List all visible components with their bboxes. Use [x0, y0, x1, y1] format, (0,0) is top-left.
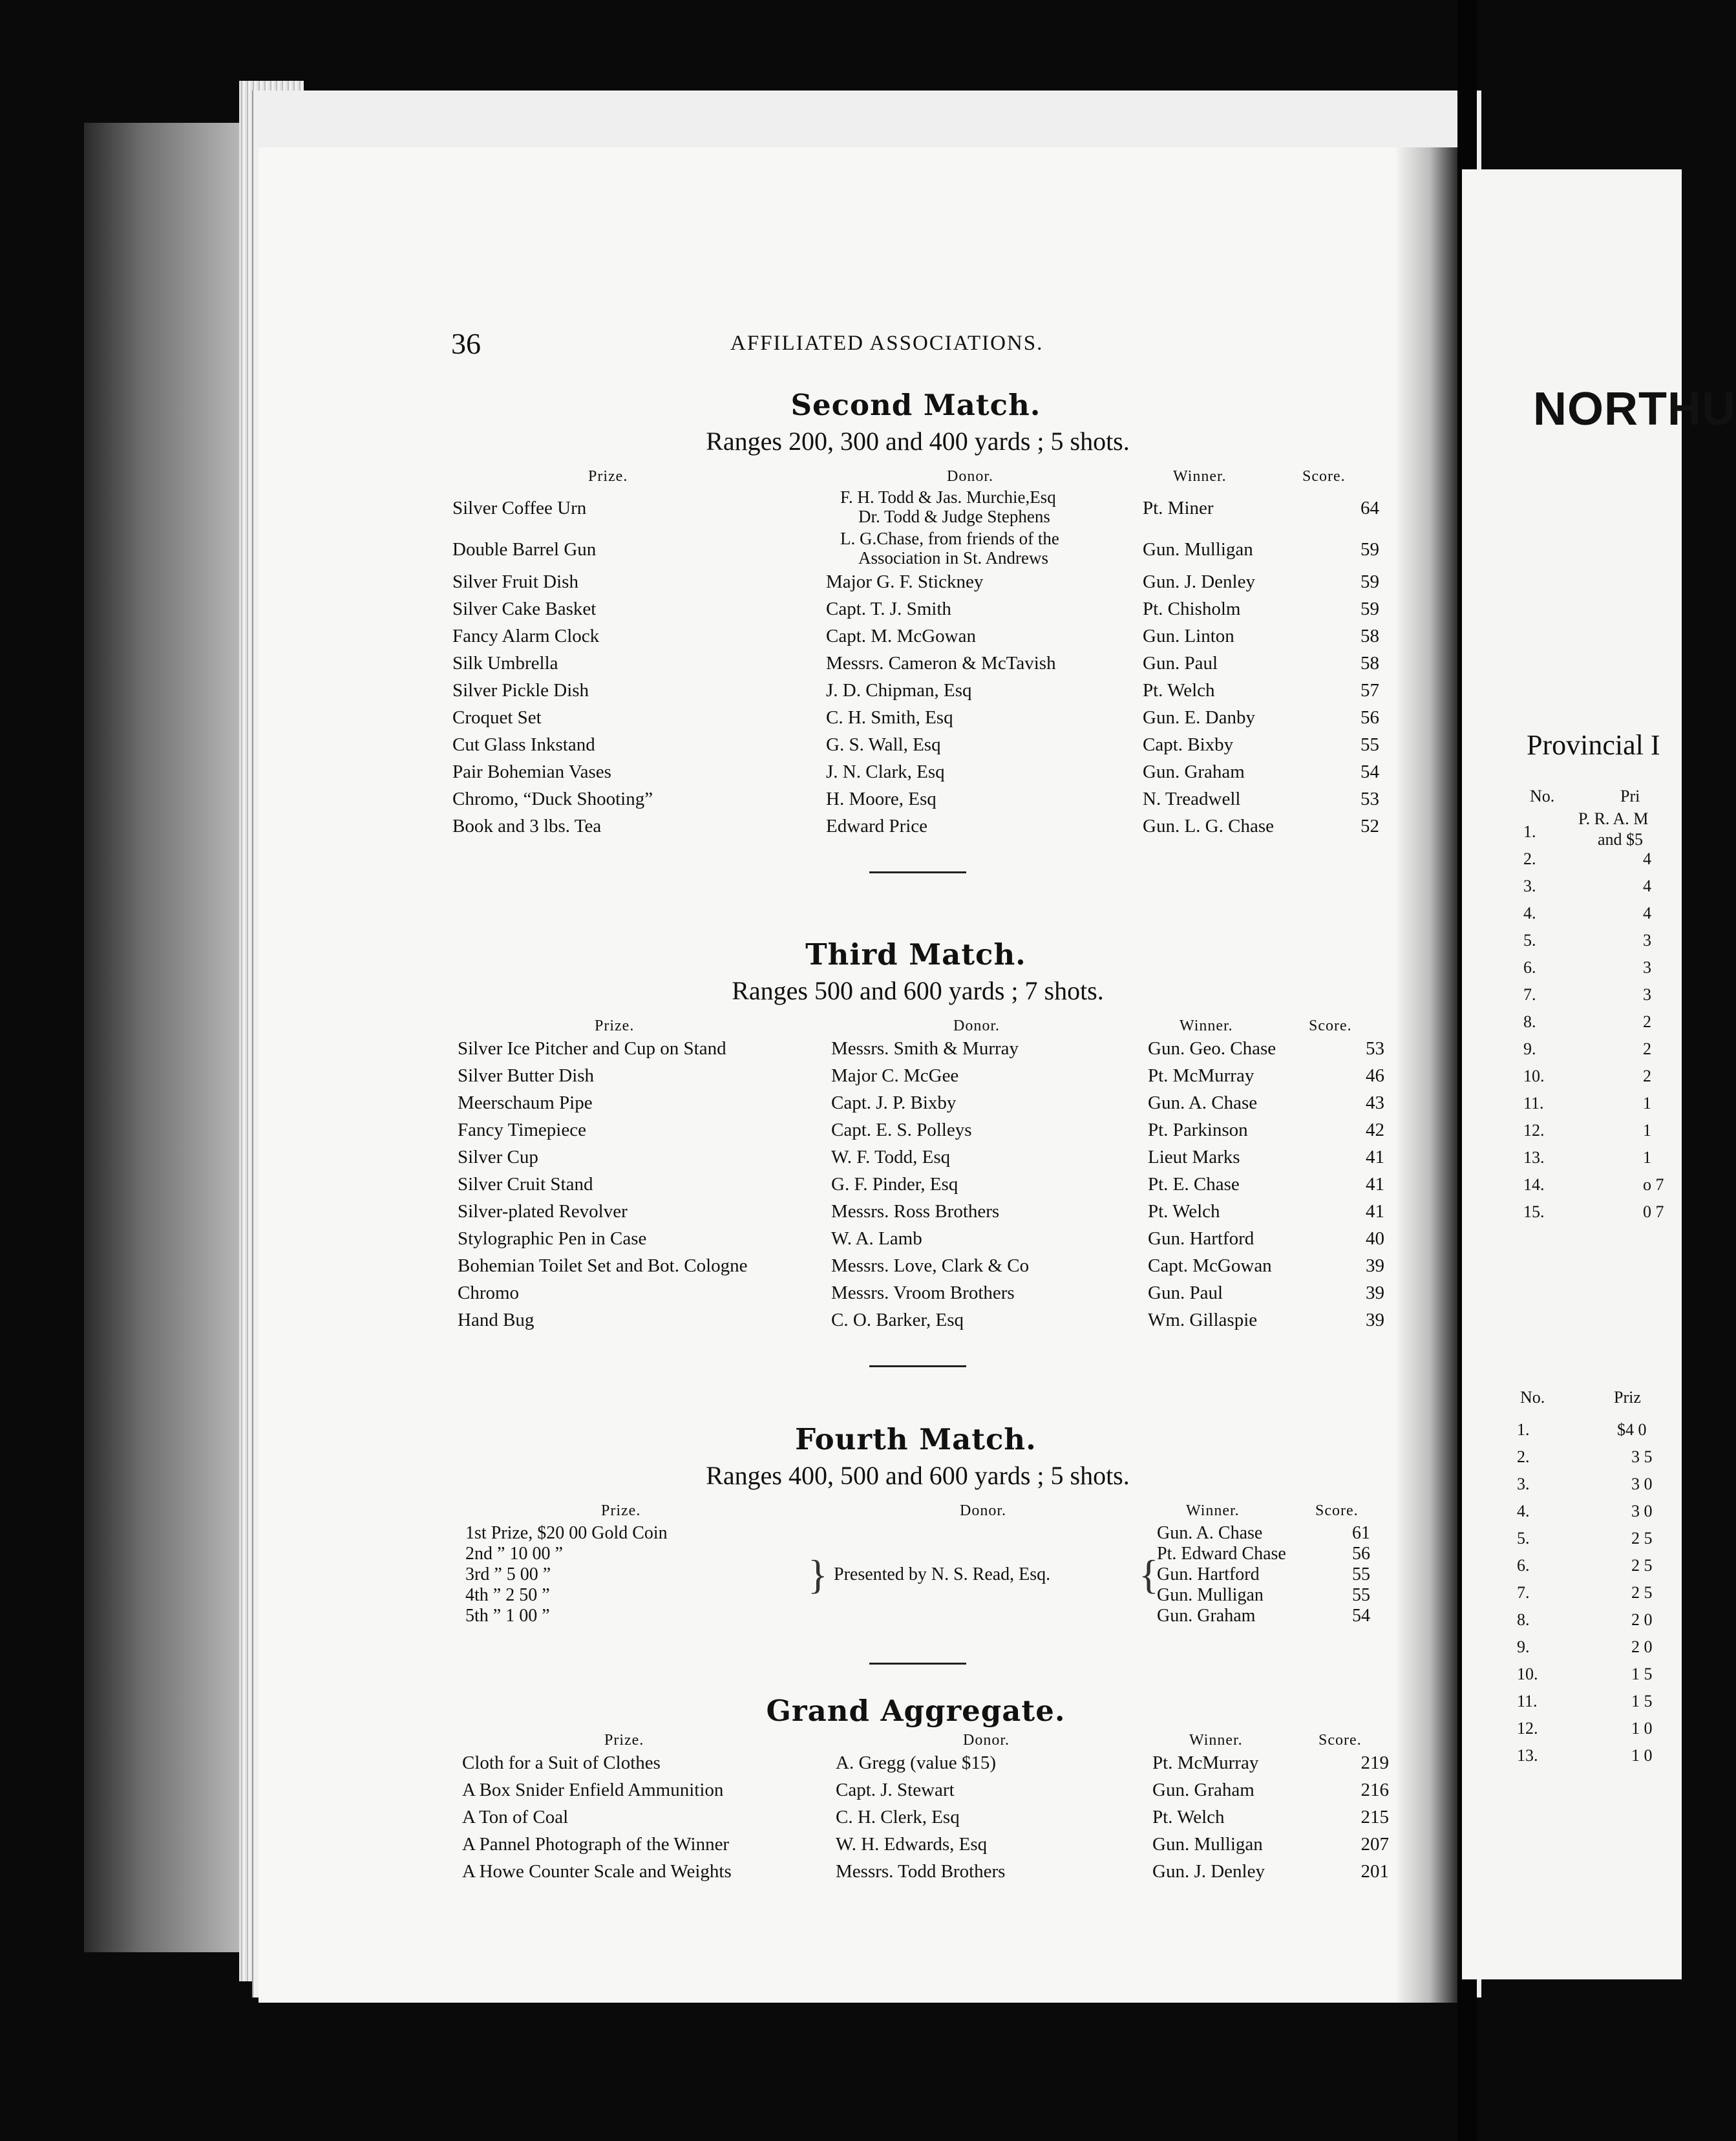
- prize-label: ”: [492, 1606, 502, 1626]
- donor-cell: Capt. E. S. Polleys: [831, 1120, 972, 1140]
- right-row-value: 1 5: [1631, 1665, 1653, 1683]
- column-headers: [446, 1498, 1390, 1523]
- right-page: [1462, 169, 1736, 1979]
- prize-place: 1st: [465, 1523, 487, 1543]
- col-prize: Prize.: [604, 1732, 644, 1749]
- prize-kind: ”: [542, 1564, 551, 1584]
- winner-cell: Capt. Bixby: [1143, 734, 1234, 755]
- table-row: [456, 1834, 1390, 1861]
- prize-kind: ”: [542, 1606, 550, 1626]
- prize-amount: $20 00: [537, 1523, 587, 1543]
- table-row: [451, 1038, 1390, 1065]
- donor-cell: W. A. Lamb: [831, 1228, 922, 1249]
- right-row-value: 2 5: [1631, 1583, 1653, 1602]
- prize-cell: Hand Bug: [458, 1310, 535, 1330]
- table-row: [446, 734, 1390, 762]
- page-number: 36: [451, 327, 481, 360]
- grand-aggregate-rows: [446, 1752, 1390, 1888]
- score-cell: 42: [1366, 1120, 1384, 1140]
- right-row-number: 1.: [1517, 1420, 1530, 1439]
- score-cell: 53: [1366, 1038, 1384, 1059]
- winner-cell: Wm. Gillaspie: [1148, 1310, 1258, 1330]
- prize-cell: A Howe Counter Scale and Weights: [462, 1861, 732, 1882]
- right-row-value: 0 7: [1643, 1202, 1664, 1221]
- col-prize: Prize.: [601, 1502, 641, 1519]
- score-cell: 54: [1360, 762, 1379, 782]
- winner-score: 56: [1352, 1544, 1370, 1564]
- right-col-priz: Priz: [1614, 1388, 1641, 1407]
- donor-cell: [840, 529, 1059, 568]
- prize-cell: Cloth for a Suit of Clothes: [462, 1752, 661, 1773]
- right-row-number: 11.: [1517, 1692, 1538, 1710]
- table-row: [446, 680, 1390, 707]
- donor-cell: G. S. Wall, Esq: [826, 734, 941, 755]
- col-score: Score.: [1309, 1017, 1352, 1034]
- section-divider: [869, 871, 966, 873]
- right-row-number: 8.: [1523, 1012, 1536, 1031]
- third-match-rows: [446, 1038, 1390, 1337]
- prize-cell: Silver Ice Pitcher and Cup on Stand: [458, 1038, 726, 1059]
- score-cell: 41: [1366, 1201, 1384, 1222]
- table-row: [451, 1065, 1390, 1092]
- score-cell: 59: [1360, 539, 1379, 560]
- donor-line: L. G.Chase, from friends of the: [840, 529, 1059, 548]
- right-row-value: 3: [1643, 958, 1651, 977]
- winner-name: Gun. A. Chase: [1157, 1523, 1263, 1543]
- col-donor: Donor.: [963, 1732, 1010, 1749]
- right-row-value: 3: [1643, 985, 1651, 1004]
- fourth-winner-list: [1157, 1523, 1370, 1626]
- donor-cell: Capt. T. J. Smith: [826, 599, 951, 619]
- prize-cell: Silver Butter Dish: [458, 1065, 595, 1086]
- right-row-number: 2.: [1523, 849, 1536, 868]
- right-row-value: 3 0: [1631, 1502, 1653, 1520]
- donor-cell: Capt. M. McGowan: [826, 626, 976, 646]
- prize-label: ”: [494, 1564, 502, 1584]
- right-row-value: o 7: [1643, 1175, 1664, 1194]
- right-row-number: 14.: [1523, 1175, 1545, 1194]
- score-cell: 59: [1360, 571, 1379, 592]
- table-row: [446, 626, 1390, 653]
- donor-cell: [840, 487, 1056, 526]
- donor-cell: C. H. Smith, Esq: [826, 707, 953, 728]
- table-row: [456, 1752, 1390, 1780]
- donor-line: Dr. Todd & Judge Stephens: [858, 507, 1050, 526]
- prize-cell: Silver Cake Basket: [452, 599, 597, 619]
- donor-cell: Messrs. Ross Brothers: [831, 1201, 1000, 1222]
- prize-line: [465, 1585, 668, 1606]
- donor-cell: J. N. Clark, Esq: [826, 762, 945, 782]
- score-cell: 58: [1360, 626, 1379, 646]
- winner-cell: Pt. McMurray: [1152, 1752, 1259, 1773]
- prize-amount: 1 00: [505, 1606, 538, 1626]
- winner-cell: Gun. Mulligan: [1152, 1834, 1263, 1855]
- donor-cell: C. O. Barker, Esq: [831, 1310, 964, 1330]
- prize-cell: Chromo, “Duck Shooting”: [452, 789, 653, 809]
- right-row-number: 9.: [1523, 1039, 1536, 1058]
- score-cell: 40: [1366, 1228, 1384, 1249]
- score-cell: 207: [1360, 1834, 1389, 1855]
- column-headers: [446, 1014, 1390, 1038]
- right-row-value: 2: [1643, 1012, 1651, 1031]
- score-cell: 39: [1366, 1310, 1384, 1330]
- winner-cell: Gun. J. Denley: [1152, 1861, 1265, 1882]
- winner-score: 54: [1352, 1606, 1370, 1626]
- table-row: [446, 599, 1390, 626]
- section-ranges: Ranges 500 and 600 yards ; 7 shots.: [732, 976, 1104, 1005]
- donor-cell: C. H. Clerk, Esq: [836, 1807, 960, 1827]
- col-winner: Winner.: [1186, 1502, 1240, 1519]
- right-row-value: 2 0: [1631, 1637, 1653, 1656]
- right-row-value: 1: [1643, 1094, 1651, 1113]
- fourth-prize-list: [465, 1523, 668, 1626]
- col-score: Score.: [1302, 468, 1346, 485]
- winner-line: [1157, 1564, 1370, 1585]
- prize-cell: Bohemian Toilet Set and Bot. Cologne: [458, 1255, 748, 1276]
- right-row-value: 4: [1643, 904, 1651, 922]
- running-head: AFFILIATED ASSOCIATIONS.: [730, 332, 1044, 355]
- second-match-rows: [446, 489, 1390, 843]
- right-row-value: 2: [1643, 1039, 1651, 1058]
- winner-score: 55: [1352, 1585, 1370, 1605]
- score-cell: 46: [1366, 1065, 1384, 1086]
- right-row-number: 15.: [1523, 1202, 1545, 1221]
- score-cell: 43: [1366, 1092, 1384, 1113]
- col-donor: Donor.: [947, 468, 993, 485]
- prize-cell: Silk Umbrella: [452, 653, 558, 674]
- winner-score: 61: [1352, 1523, 1370, 1543]
- score-cell: 219: [1360, 1752, 1389, 1773]
- score-cell: 215: [1360, 1807, 1389, 1827]
- column-headers: [446, 1728, 1390, 1752]
- grand-aggregate-section: [446, 1694, 1390, 1888]
- winner-cell: Gun. Graham: [1143, 762, 1245, 782]
- right-row-number: 3.: [1523, 877, 1536, 895]
- winner-cell: Gun. Paul: [1148, 1283, 1223, 1303]
- prize-line: [465, 1523, 668, 1544]
- right-row-value: 3 5: [1631, 1447, 1653, 1466]
- winner-name: Gun. Graham: [1157, 1606, 1256, 1626]
- score-cell: 53: [1360, 789, 1379, 809]
- right-col-no-2: No.: [1520, 1388, 1545, 1407]
- winner-cell: Gun. Mulligan: [1143, 539, 1253, 560]
- right-row-number: 4.: [1523, 904, 1536, 922]
- donor-cell: Messrs. Todd Brothers: [836, 1861, 1006, 1882]
- prize-cell: Croquet Set: [452, 707, 542, 728]
- right-row-value: 1 5: [1631, 1692, 1653, 1710]
- third-match-section: [446, 937, 1390, 1367]
- winner-cell: Pt. McMurray: [1148, 1065, 1254, 1086]
- donor-cell: Messrs. Vroom Brothers: [831, 1283, 1015, 1303]
- table-row: [451, 1147, 1390, 1174]
- prize-cell: Fancy Timepiece: [458, 1120, 586, 1140]
- prize-cell: A Ton of Coal: [462, 1807, 569, 1827]
- prize-cell: Double Barrel Gun: [452, 539, 597, 560]
- prize-cell: Cut Glass Inkstand: [452, 734, 595, 755]
- prize-line: [465, 1606, 668, 1626]
- winner-name: Gun. Mulligan: [1157, 1585, 1264, 1605]
- donor-cell: Major C. McGee: [831, 1065, 959, 1086]
- winner-cell: Capt. McGowan: [1148, 1255, 1272, 1276]
- right-row-number: 3.: [1517, 1475, 1530, 1493]
- score-cell: 201: [1360, 1861, 1389, 1882]
- prize-amount: 10 00: [509, 1544, 551, 1564]
- col-score: Score.: [1315, 1502, 1359, 1519]
- table-row: [451, 1201, 1390, 1228]
- section-ranges: Ranges 200, 300 and 400 yards ; 5 shots.: [706, 427, 1130, 456]
- winner-cell: Gun. Linton: [1143, 626, 1234, 646]
- col-score: Score.: [1318, 1732, 1362, 1749]
- winner-cell: Gun. J. Denley: [1143, 571, 1255, 592]
- right-row-value: 1: [1643, 1148, 1651, 1167]
- right-row-value: 1: [1643, 1121, 1651, 1140]
- prize-cell: Meerschaum Pipe: [458, 1092, 593, 1113]
- right-row-value: 3: [1643, 931, 1651, 950]
- donor-cell: W. H. Edwards, Esq: [836, 1834, 988, 1855]
- table-row: [446, 530, 1390, 571]
- table-row: [456, 1807, 1390, 1834]
- right-row-number: 7.: [1523, 985, 1536, 1004]
- table-row: [446, 816, 1390, 843]
- score-cell: 58: [1360, 653, 1379, 674]
- winner-line: [1157, 1544, 1370, 1564]
- winner-cell: Gun. A. Chase: [1148, 1092, 1258, 1113]
- table-row: [446, 489, 1390, 530]
- winner-cell: Pt. Welch: [1143, 680, 1215, 701]
- right-row-value: 2 5: [1631, 1529, 1653, 1548]
- score-cell: 216: [1360, 1780, 1389, 1800]
- prize-label: ”: [497, 1544, 505, 1564]
- section-title: Grand Aggregate.: [766, 1694, 1066, 1728]
- table-row: [446, 762, 1390, 789]
- donor-line: F. H. Todd & Jas. Murchie,Esq: [840, 487, 1056, 507]
- table-row: [446, 653, 1390, 680]
- winner-cell: Gun. Paul: [1143, 653, 1218, 674]
- donor-cell: H. Moore, Esq: [826, 789, 937, 809]
- winner-cell: Pt. Chisholm: [1143, 599, 1241, 619]
- right-row-number: 6.: [1517, 1556, 1530, 1575]
- prize-cell: Silver Cup: [458, 1147, 538, 1167]
- col-winner: Winner.: [1173, 468, 1227, 485]
- winner-cell: N. Treadwell: [1143, 789, 1241, 809]
- right-row-number: 10.: [1523, 1067, 1545, 1085]
- donor-cell: J. D. Chipman, Esq: [826, 680, 972, 701]
- winner-cell: Gun. E. Danby: [1143, 707, 1255, 728]
- table-row: [451, 1228, 1390, 1255]
- winner-cell: Pt. Miner: [1143, 498, 1214, 518]
- donor-cell: Capt. J. Stewart: [836, 1780, 955, 1800]
- prize-amount: 2 50: [505, 1585, 538, 1605]
- table-row: [456, 1861, 1390, 1888]
- right-row-text: P. R. A. M: [1578, 809, 1649, 828]
- winner-cell: Pt. Welch: [1148, 1201, 1220, 1222]
- prize-kind: Gold Coin: [591, 1523, 668, 1543]
- right-row-number: 6.: [1523, 958, 1536, 977]
- donor-cell: Major G. F. Stickney: [826, 571, 984, 592]
- winner-score: 55: [1352, 1564, 1370, 1584]
- right-row-value: 2: [1643, 1067, 1651, 1085]
- right-row-value: 2 0: [1631, 1610, 1653, 1629]
- table-row: [451, 1283, 1390, 1310]
- score-cell: 52: [1360, 816, 1379, 836]
- prize-amount: 5 00: [506, 1564, 538, 1584]
- donor-cell: Capt. J. P. Bixby: [831, 1092, 957, 1113]
- winner-cell: Pt. E. Chase: [1148, 1174, 1240, 1195]
- section-divider: [869, 1365, 966, 1367]
- prize-line: [465, 1564, 668, 1585]
- score-cell: 64: [1360, 498, 1379, 518]
- prize-cell: Silver Fruit Dish: [452, 571, 578, 592]
- right-page-heading: NORTHU: [1533, 383, 1736, 435]
- donor-cell: Messrs. Cameron & McTavish: [826, 653, 1056, 674]
- right-row-number: 13.: [1523, 1148, 1545, 1167]
- winner-name: Pt. Edward Chase: [1157, 1544, 1286, 1564]
- score-cell: 55: [1360, 734, 1379, 755]
- section-divider: [869, 1663, 966, 1665]
- col-donor: Donor.: [960, 1502, 1006, 1519]
- prize-cell: A Pannel Photograph of the Winner: [462, 1834, 730, 1855]
- score-cell: 39: [1366, 1283, 1384, 1303]
- winner-cell: Pt. Welch: [1152, 1807, 1225, 1827]
- prize-place: 2nd: [465, 1544, 492, 1564]
- right-col-no: No.: [1530, 787, 1555, 805]
- winner-line: [1157, 1523, 1370, 1544]
- right-row-number: 10.: [1517, 1665, 1538, 1683]
- winner-line: [1157, 1606, 1370, 1626]
- prize-cell: A Box Snider Enfield Ammunition: [462, 1780, 724, 1800]
- section-title: Third Match.: [805, 937, 1026, 972]
- prize-label: ”: [492, 1585, 502, 1605]
- prize-cell: Silver Coffee Urn: [452, 498, 587, 518]
- winner-name: Gun. Hartford: [1157, 1564, 1260, 1584]
- col-donor: Donor.: [953, 1017, 1000, 1034]
- prize-cell: Silver Pickle Dish: [452, 680, 589, 701]
- prize-kind: ”: [542, 1585, 550, 1605]
- score-cell: 39: [1366, 1255, 1384, 1276]
- right-row-number: 11.: [1523, 1094, 1544, 1113]
- score-cell: 57: [1360, 680, 1379, 701]
- prize-cell: Fancy Alarm Clock: [452, 626, 600, 646]
- section-title: Fourth Match.: [795, 1422, 1037, 1456]
- winner-cell: Gun. Geo. Chase: [1148, 1038, 1276, 1059]
- donor-cell: Messrs. Love, Clark & Co: [831, 1255, 1030, 1276]
- winner-cell: Gun. Graham: [1152, 1780, 1254, 1800]
- right-row-number: 7.: [1517, 1583, 1530, 1602]
- prize-cell: Chromo: [458, 1283, 520, 1303]
- right-row-number: 5.: [1517, 1529, 1530, 1548]
- prize-kind: ”: [555, 1544, 563, 1564]
- donor-cell: G. F. Pinder, Esq: [831, 1174, 958, 1195]
- right-row-value: 1 0: [1631, 1746, 1653, 1765]
- table-row: [446, 571, 1390, 599]
- right-row-number: 12.: [1523, 1121, 1545, 1140]
- right-row-number: 8.: [1517, 1610, 1530, 1629]
- right-row-number: 12.: [1517, 1719, 1538, 1738]
- fourth-match-table: [446, 1523, 1390, 1639]
- col-winner: Winner.: [1180, 1017, 1233, 1034]
- right-row-value: 2 5: [1631, 1556, 1653, 1575]
- winner-cell: Lieut Marks: [1148, 1147, 1240, 1167]
- winner-cell: Pt. Parkinson: [1148, 1120, 1248, 1140]
- donor-cell: Edward Price: [826, 816, 928, 836]
- right-row-text: and $5: [1598, 830, 1644, 849]
- right-row-number: 9.: [1517, 1637, 1530, 1656]
- prize-cell: Book and 3 lbs. Tea: [452, 816, 602, 836]
- right-row-number: 5.: [1523, 931, 1536, 950]
- fourth-donor: Presented by N. S. Read, Esq.: [834, 1564, 1051, 1584]
- book-gutter: [1396, 147, 1457, 2003]
- right-row-value: 3 0: [1631, 1475, 1653, 1493]
- prize-label: Prize,: [491, 1523, 533, 1543]
- score-cell: 59: [1360, 599, 1379, 619]
- second-match-section: [446, 388, 1390, 873]
- right-row-value: $4 0: [1617, 1420, 1647, 1439]
- section-ranges: Ranges 400, 500 and 600 yards ; 5 shots.: [706, 1461, 1130, 1490]
- left-brace: }: [808, 1551, 828, 1597]
- table-row: [451, 1092, 1390, 1120]
- right-row-value: 4: [1643, 849, 1651, 868]
- right-row-number: 2.: [1517, 1447, 1530, 1466]
- table-row: [446, 707, 1390, 734]
- winner-cell: Gun. L. G. Chase: [1143, 816, 1274, 836]
- prize-place: 4th: [465, 1585, 489, 1605]
- donor-cell: W. F. Todd, Esq: [831, 1147, 951, 1167]
- col-prize: Prize.: [588, 468, 628, 485]
- column-headers: [446, 464, 1390, 489]
- prize-line: [465, 1544, 668, 1564]
- col-prize: Prize.: [595, 1017, 635, 1034]
- table-row: [451, 1120, 1390, 1147]
- right-row-number: 13.: [1517, 1746, 1538, 1765]
- right-row-number: 1.: [1523, 822, 1536, 841]
- prize-cell: Stylographic Pen in Case: [458, 1228, 647, 1249]
- score-cell: 41: [1366, 1174, 1384, 1195]
- table-row: [451, 1310, 1390, 1337]
- prize-cell: Silver-plated Revolver: [458, 1201, 628, 1222]
- donor-line: Association in St. Andrews: [858, 548, 1048, 568]
- right-row-value: 1 0: [1631, 1719, 1653, 1738]
- score-cell: 56: [1360, 707, 1379, 728]
- right-row-value: 4: [1643, 877, 1651, 895]
- table-row: [451, 1174, 1390, 1201]
- right-row-number: 4.: [1517, 1502, 1530, 1520]
- score-cell: 41: [1366, 1147, 1384, 1167]
- fourth-match-section: [446, 1422, 1390, 1665]
- prize-place: 3rd: [465, 1564, 490, 1584]
- col-winner: Winner.: [1189, 1732, 1243, 1749]
- winner-line: [1157, 1585, 1370, 1606]
- section-title: Second Match.: [790, 388, 1041, 422]
- right-brace: {: [1139, 1551, 1159, 1597]
- donor-cell: Messrs. Smith & Murray: [831, 1038, 1019, 1059]
- table-row: [446, 789, 1390, 816]
- right-col-pri: Pri: [1620, 787, 1640, 805]
- table-row: [451, 1255, 1390, 1283]
- prize-cell: Silver Cruit Stand: [458, 1174, 593, 1195]
- donor-cell: A. Gregg (value $15): [836, 1752, 997, 1773]
- winner-cell: Gun. Hartford: [1148, 1228, 1254, 1249]
- prize-cell: Pair Bohemian Vases: [452, 762, 611, 782]
- table-row: [456, 1780, 1390, 1807]
- prize-place: 5th: [465, 1606, 489, 1626]
- right-page-subheading: Provincial I: [1527, 729, 1660, 761]
